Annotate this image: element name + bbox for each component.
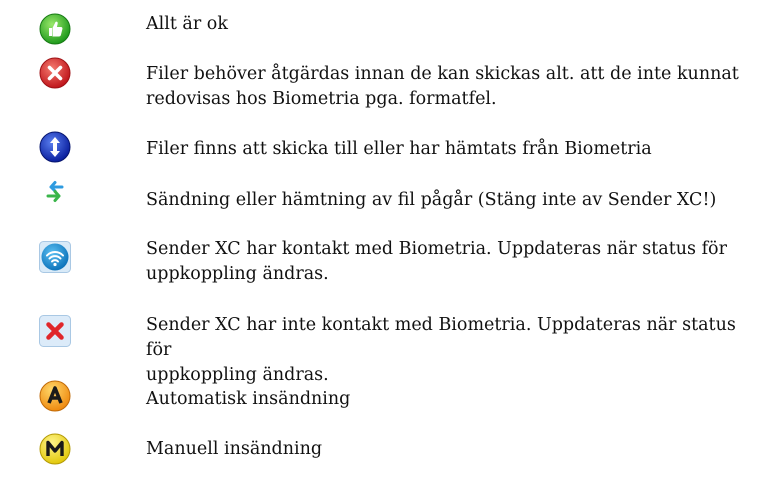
legend-text-transfer: Sändning eller hämtning av fil pågår (Stäng inte av Sender XC!) (146, 190, 717, 210)
legend-text-ok: Allt är ok (146, 14, 228, 34)
automatic-a-icon (38, 379, 72, 413)
sync-arrows-icon (38, 174, 72, 208)
legend-text-automatic: Automatisk insändning (146, 389, 351, 409)
disconnected-x-icon (38, 314, 72, 348)
legend-text-connected: Sender XC har kontakt med Biometria. Uppdateras när status för uppkoppling ändras. (146, 239, 727, 284)
thumbs-up-icon (38, 12, 72, 46)
error-x-icon (38, 56, 72, 90)
legend-text-error: Filer behöver åtgärdas innan de kan skickas alt. att de inte kunnat redovisas hos Biometria pga. formatfel. (146, 64, 739, 109)
legend-text-manual: Manuell insändning (146, 439, 323, 459)
manual-m-icon (38, 432, 72, 466)
up-down-arrows-icon (38, 130, 72, 164)
legend-text-pending-files: Filer finns att skicka till eller har hämtats från Biometria (146, 139, 652, 159)
wifi-connected-icon (38, 240, 72, 274)
legend-text-disconnected: Sender XC har inte kontakt med Biometria. Uppdateras när status för uppkoppling ändras. (146, 315, 736, 385)
